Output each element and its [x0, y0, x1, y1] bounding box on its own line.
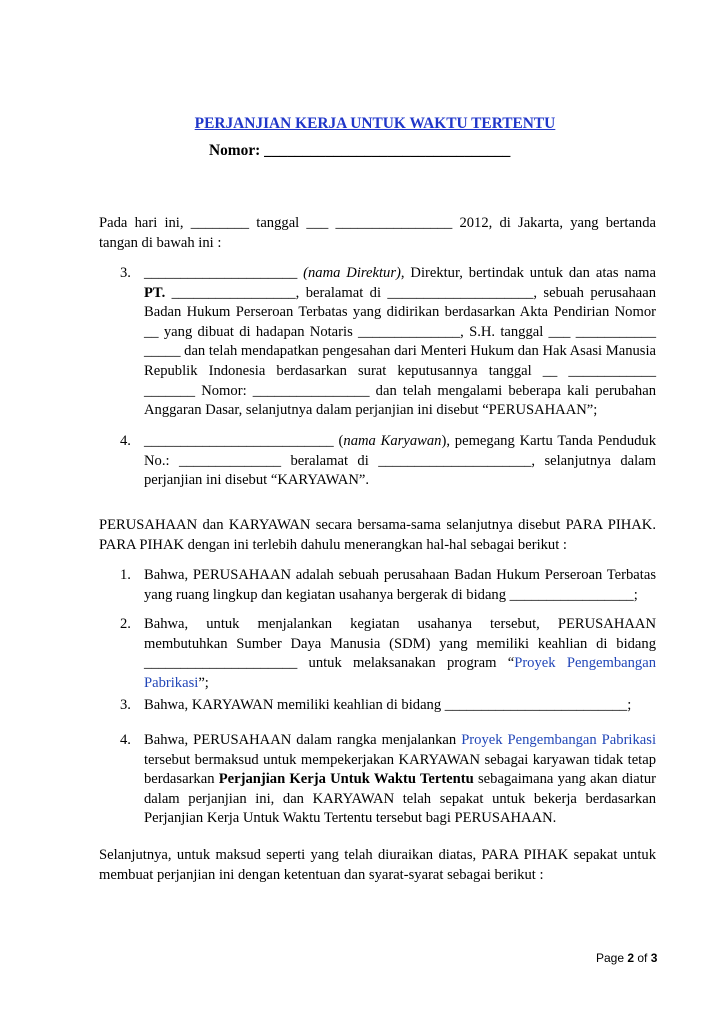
document-title: PERJANJIAN KERJA UNTUK WAKTU TERTENTU [194, 115, 556, 132]
recital-text: Bahwa, KARYAWAN memiliki keahlian di bidang _________________________; [144, 697, 632, 713]
list-number: 3. [120, 697, 131, 713]
party-item-direktur [120, 264, 656, 421]
list-number: 3. [120, 265, 131, 281]
party-item-karyawan [120, 432, 656, 491]
list-number: 4. [120, 732, 131, 748]
recital-text: Bahwa, PERUSAHAAN dalam rangka menjalankan Proyek Pengembangan Pabrikasi tersebut bermaksud untuk mempekerjakan KARYAWAN sebagai karyawan tidak tetap berdasarkan Perjanjian Kerja Untuk Waktu Tertentu sebagaimana yang akan diatur dalam perjanjian ini, dan KARYAWAN telah sepakat untuk bekerja berdasarkan Perjanjian Kerja Untuk Waktu Tertentu tersebut bagi PERUSAHAAN. [144, 732, 656, 827]
page-footer: Page 2 of 3 [596, 951, 658, 965]
page-number: 2 [627, 951, 635, 965]
para-pihak-paragraph: PERUSAHAAN dan KARYAWAN secara bersama-sama selanjutnya disebut PARA PIHAK. PARA PIHAK dengan ini terlebih dahulu menerangkan hal-hal sebagai berikut : [99, 517, 656, 553]
document-number: Nomor: ________________________________ [209, 142, 511, 159]
intro-paragraph: Pada hari ini, ________ tanggal ___ ________________ 2012, di Jakarta, yang bertanda tangan di bawah ini : [99, 215, 656, 251]
recital-text: Bahwa, untuk menjalankan kegiatan usahanya tersebut, PERUSAHAAN membutuhkan Sumber Daya Manusia (SDM) yang memiliki keahlian di bidang _____________________ untuk melaksanakan program “Proyek Pengembangan Pabrikasi”; [144, 616, 656, 691]
list-number: 2. [120, 616, 131, 632]
list-number: 4. [120, 433, 131, 449]
page-total: 3 [650, 951, 658, 965]
recital-item-2 [120, 615, 656, 693]
list-number: 1. [120, 567, 131, 583]
party-text: __________________________ (nama Karyawan), pemegang Kartu Tanda Penduduk No.: ______________ beralamat di _____________________, selanjutnya dalam perjanjian ini disebut “KARYAWAN”. [144, 433, 657, 489]
closing-paragraph: Selanjutnya, untuk maksud seperti yang telah diuraikan diatas, PARA PIHAK sepakat untuk membuat perjanjian ini dengan ketentuan dan syarat-syarat sebagai berikut : [99, 847, 656, 883]
recital-item-3 [120, 696, 656, 716]
recital-text: Bahwa, PERUSAHAAN adalah sebuah perusahaan Badan Hukum Perseroan Terbatas yang ruang lingkup dan kegiatan usahanya bergerak di bidang _________________; [144, 567, 656, 603]
party-text: _____________________ (nama Direktur), Direktur, bertindak untuk dan atas nama PT. _________________, beralamat di ____________________, sebuah perusahaan Badan Hukum Perseroan Terbatas yang didirikan berdasarkan Akta Pendirian Nomor __ yang dibuat di hadapan Notaris ______________, S.H. tanggal ___ ___________ _____ dan telah mendapatkan pengesahan dari Menteri Hukum dan Hak Asasi Manusia Republik Indonesia berdasarkan surat keputusannya tanggal __ ____________ _______ Nomor: ________________ dan telah mengalami beberapa kali perubahan Anggaran Dasar, selanjutnya dalam perjanjian ini disebut “PERUSAHAAN”; [144, 265, 657, 419]
recital-item-1 [120, 566, 656, 605]
recital-item-4 [120, 731, 656, 829]
